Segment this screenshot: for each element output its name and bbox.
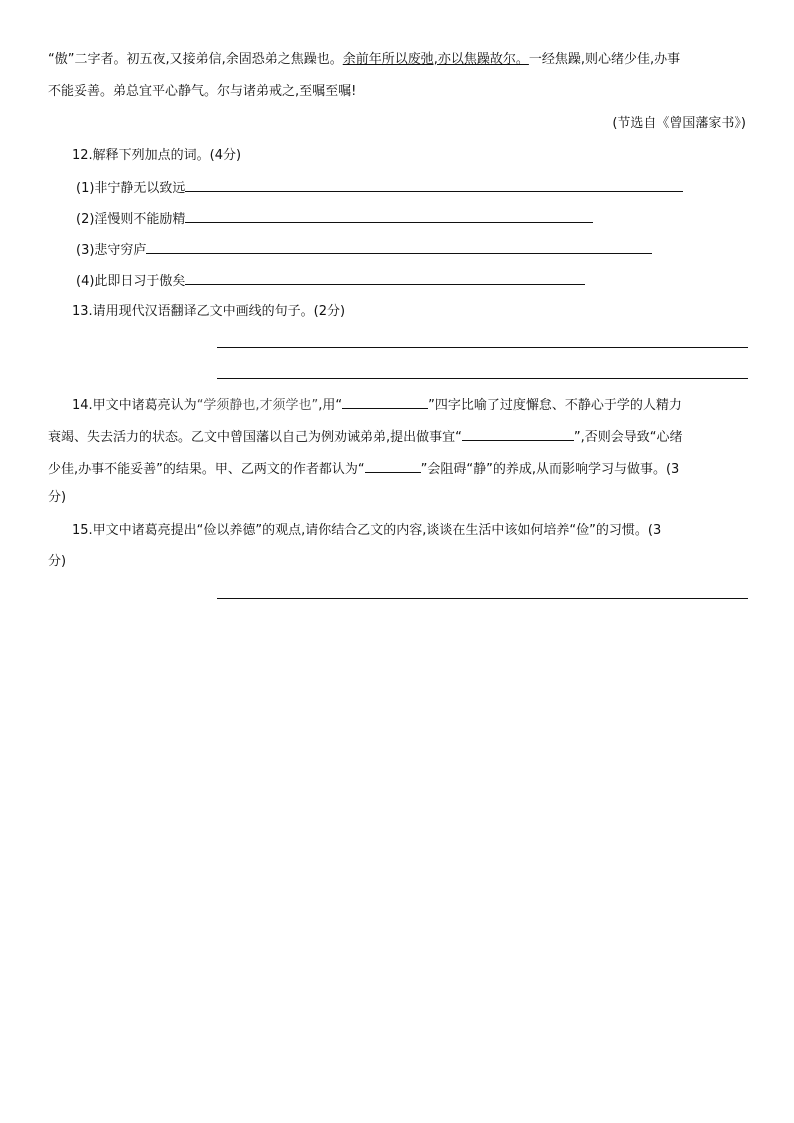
answer-blank[interactable] xyxy=(462,426,574,441)
q14-quote: “学须静也,才须学也” xyxy=(196,398,319,413)
passage-text: “傲”二字者。初五夜,又接弟信,余固恐弟之焦躁也。 xyxy=(48,52,343,67)
answer-blank[interactable] xyxy=(365,458,421,473)
underlined-sentence: 余前年所以废弛,亦以焦躁故尔。 xyxy=(342,52,529,67)
q14-text: ,用“ xyxy=(318,398,343,413)
q15-line-1: 15.甲文中诸葛亮提出“俭以养德”的观点,请你结合乙文的内容,谈谈在生活中该如何培养“俭”的习惯。(3 xyxy=(72,523,662,538)
q12-prompt: 12.解释下列加点的词。(4分) xyxy=(72,148,242,163)
q14-line-3 xyxy=(48,458,679,480)
answer-line[interactable] xyxy=(217,378,748,379)
q14-text: 衰竭、失去活力的状态。乙文中曾国藩以自己为例劝诫弟弟,提出做事宜“ xyxy=(48,430,462,445)
q14-text: 少佳,办事不能妥善”的结果。甲、乙两文的作者都认为“ xyxy=(48,462,365,477)
q14-text: ”,否则会导致“心绪 xyxy=(573,430,683,445)
q13-prompt: 13.请用现代汉语翻译乙文中画线的句子。(2分) xyxy=(72,304,346,319)
q12-item-label: (1)非宁静无以致远 xyxy=(76,181,186,196)
q12-item-label: (4)此即日习于傲矣 xyxy=(76,274,186,289)
answer-blank[interactable] xyxy=(342,394,428,409)
passage-source: (节选自《曾国藩家书》) xyxy=(612,116,746,131)
q14-text: ”四字比喻了过度懈怠、不静心于学的人精力 xyxy=(428,398,682,413)
answer-blank[interactable] xyxy=(185,270,585,285)
q12-item-3 xyxy=(76,239,652,261)
answer-blank[interactable] xyxy=(146,239,652,254)
q12-item-label: (2)淫慢则不能励精 xyxy=(76,212,186,227)
q14-line-4: 分) xyxy=(48,490,67,505)
q14-line-1 xyxy=(72,394,682,416)
answer-blank[interactable] xyxy=(185,208,593,223)
q12-item-1 xyxy=(76,177,683,199)
answer-line[interactable] xyxy=(217,598,748,599)
q14-text: ”会阻碍“静”的养成,从而影响学习与做事。(3 xyxy=(420,462,680,477)
q15-line-2: 分) xyxy=(48,554,67,569)
answer-line[interactable] xyxy=(217,347,748,348)
q12-item-2 xyxy=(76,208,593,230)
q12-item-label: (3)悲守穷庐 xyxy=(76,243,147,258)
passage-line-1 xyxy=(48,50,680,70)
answer-blank[interactable] xyxy=(185,177,683,192)
passage-text: 一经焦躁,则心绪少佳,办事 xyxy=(528,52,681,67)
passage-text: 不能妥善。弟总宜平心静气。尔与诸弟戒之,至嘱至嘱! xyxy=(48,84,357,99)
q14-line-2 xyxy=(48,426,682,448)
passage-line-2 xyxy=(48,82,356,102)
q12-item-4 xyxy=(76,270,585,292)
q14-text: 14.甲文中诸葛亮认为 xyxy=(72,398,197,413)
